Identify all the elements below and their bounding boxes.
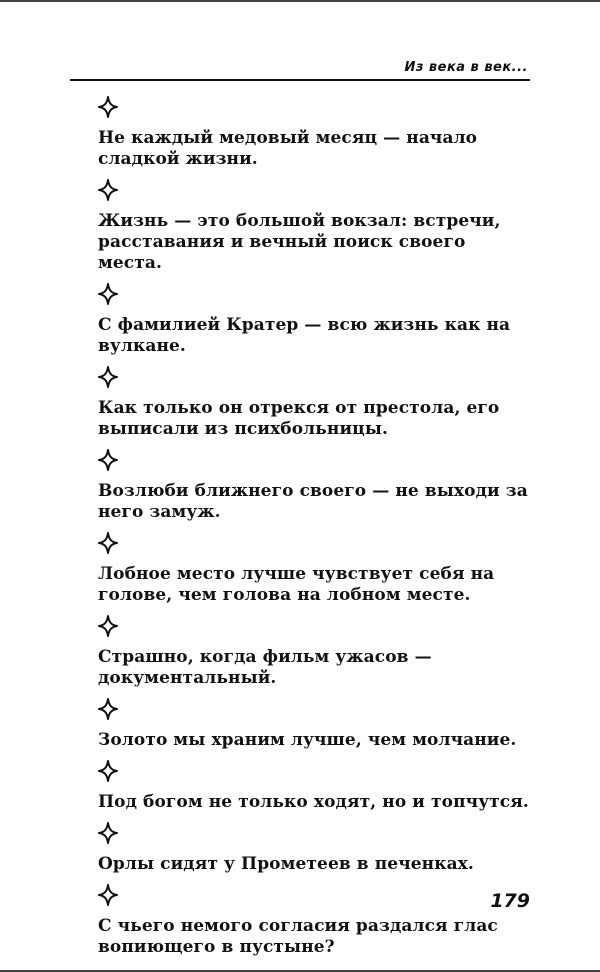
four-point-star-icon	[98, 96, 118, 118]
aphorism-text: Под богом не только ходят, но и топчутся.	[98, 792, 529, 812]
aphorism-entry	[98, 179, 530, 274]
aphorism-text: Золото мы храним лучше, чем молчание.	[98, 730, 517, 750]
page-top-border	[0, 0, 600, 2]
page-number: 179	[490, 890, 530, 912]
four-point-star-icon	[98, 366, 118, 388]
aphorism-text: Страшно, когда фильм ужасов — документальный.	[98, 647, 432, 688]
aphorism-text: С фамилией Кратер — всю жизнь как на вулкане.	[98, 315, 511, 356]
aphorism-text: Возлюби ближнего своего — не выходи за него замуж.	[98, 481, 528, 522]
aphorism-text: Жизнь — это большой вокзал: встречи, расставания и вечный поиск своего места.	[98, 211, 501, 273]
aphorism-entry	[98, 96, 530, 170]
four-point-star-icon	[98, 449, 118, 471]
aphorism-entry	[98, 615, 530, 689]
aphorism-entry	[98, 822, 530, 875]
aphorism-entry	[98, 366, 530, 440]
four-point-star-icon	[98, 884, 118, 906]
aphorism-text: Как только он отрекся от престола, его выписали из психбольницы.	[98, 398, 500, 439]
aphorism-text: Орлы сидят у Прометеев в печенках.	[98, 854, 474, 874]
aphorism-entry	[98, 884, 530, 958]
aphorism-entry	[98, 532, 530, 606]
aphorism-text: С чьего немого согласия раздался глас вопиющего в пустыне?	[98, 916, 498, 957]
aphorism-text: Лобное место лучше чувствует себя на голове, чем голова на лобном месте.	[98, 564, 495, 605]
aphorism-text: Не каждый медовый месяц — начало сладкой жизни.	[98, 128, 478, 169]
aphorism-entry	[98, 449, 530, 523]
four-point-star-icon	[98, 532, 118, 554]
aphorism-entry	[98, 283, 530, 357]
four-point-star-icon	[98, 698, 118, 720]
four-point-star-icon	[98, 615, 118, 637]
four-point-star-icon	[98, 822, 118, 844]
running-head: Из века в век...	[404, 60, 528, 75]
four-point-star-icon	[98, 760, 118, 782]
four-point-star-icon	[98, 179, 118, 201]
four-point-star-icon	[98, 283, 118, 305]
aphorism-entry	[98, 760, 530, 813]
header-rule	[70, 79, 530, 81]
aphorism-entry	[98, 698, 530, 751]
aphorism-list	[98, 96, 530, 967]
